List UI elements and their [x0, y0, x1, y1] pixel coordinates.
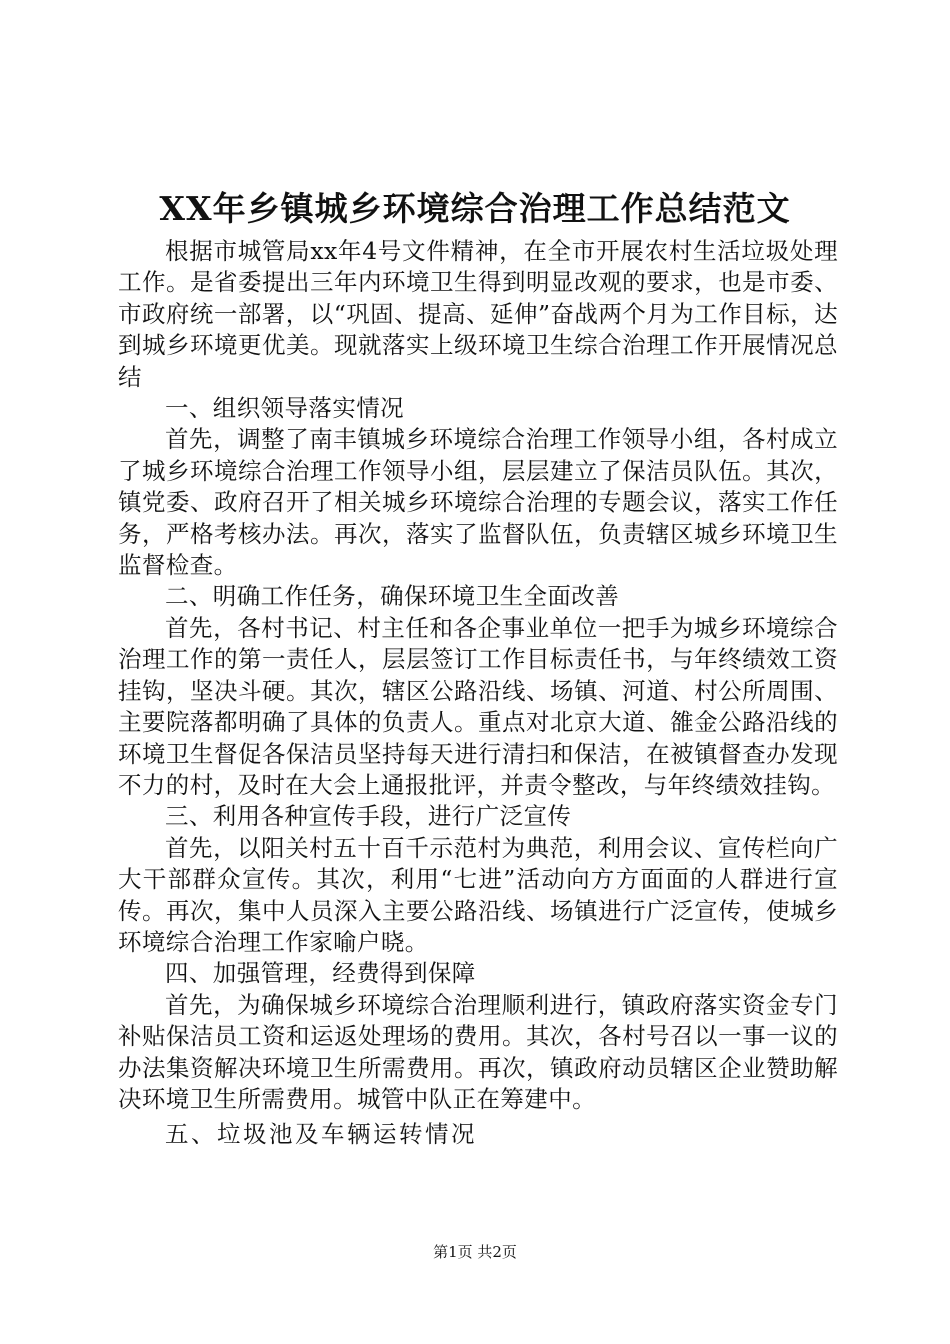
paragraph-section-2: 首先，各村书记、村主任和各企事业单位一把手为城乡环境综合治理工作的第一责任人，层层签订工作目标责任书，与年终绩效工资挂钩，坚决斗硬。其次，辖区公路沿线、场镇、河道、村公所周围、主要院落都明确了具体的负责人。重点对北京大道、雒金公路沿线的环境卫生督促各保洁员坚持每天进行清扫和保洁，在被镇督查办发现不力的村，及时在大会上通报批评，并责令整改，与年终绩效挂钩。 [118, 613, 838, 799]
page-title: XX年乡镇城乡环境综合治理工作总结范文 [159, 189, 791, 228]
paragraph-intro: 根据市城管局xx年4号文件精神，在全市开展农村生活垃圾处理工作。是省委提出三年内环境卫生得到明显改观的要求，也是市委、市政府统一部署，以“巩固、提高、延伸”奋战两个月为工作目标，达到城乡环境更优美。现就落实上级环境卫生综合治理工作开展情况总结 [118, 237, 838, 391]
section-heading-3: 三、利用各种宣传手段，进行广泛宣传 [165, 802, 572, 831]
page-number-footer: 第1页 共2页 [433, 1243, 517, 1261]
paragraph-section-3: 首先，以阳关村五十百千示范村为典范，利用会议、宣传栏向广大干部群众宣传。其次，利用“七进”活动向方方面面的人群进行宣传。再次，集中人员深入主要公路沿线、场镇进行广泛宣传，使城乡环境综合治理工作家喻户晓。 [118, 833, 838, 956]
paragraph-section-4: 首先，为确保城乡环境综合治理顺利进行，镇政府落实资金专门补贴保洁员工资和运返处理场的费用。其次，各村号召以一事一议的办法集资解决环境卫生所需费用。再次，镇政府动员辖区企业赞助解决环境卫生所需费用。城管中队正在筹建中。 [118, 990, 838, 1113]
section-heading-2: 二、明确工作任务，确保环境卫生全面改善 [165, 582, 620, 611]
document-body [118, 236, 838, 1151]
section-heading-5: 五、垃圾池及车辆运转情况 [165, 1120, 477, 1149]
paragraph-section-1: 首先，调整了南丰镇城乡环境综合治理工作领导小组，各村成立了城乡环境综合治理工作领导小组，层层建立了保洁员队伍。其次，镇党委、政府召开了相关城乡环境综合治理的专题会议，落实工作任务，严格考核办法。再次，落实了监督队伍，负责辖区城乡环境卫生监督检查。 [118, 425, 838, 580]
section-heading-4: 四、加强管理，经费得到保障 [165, 959, 476, 988]
section-heading-1: 一、组织领导落实情况 [165, 394, 404, 423]
